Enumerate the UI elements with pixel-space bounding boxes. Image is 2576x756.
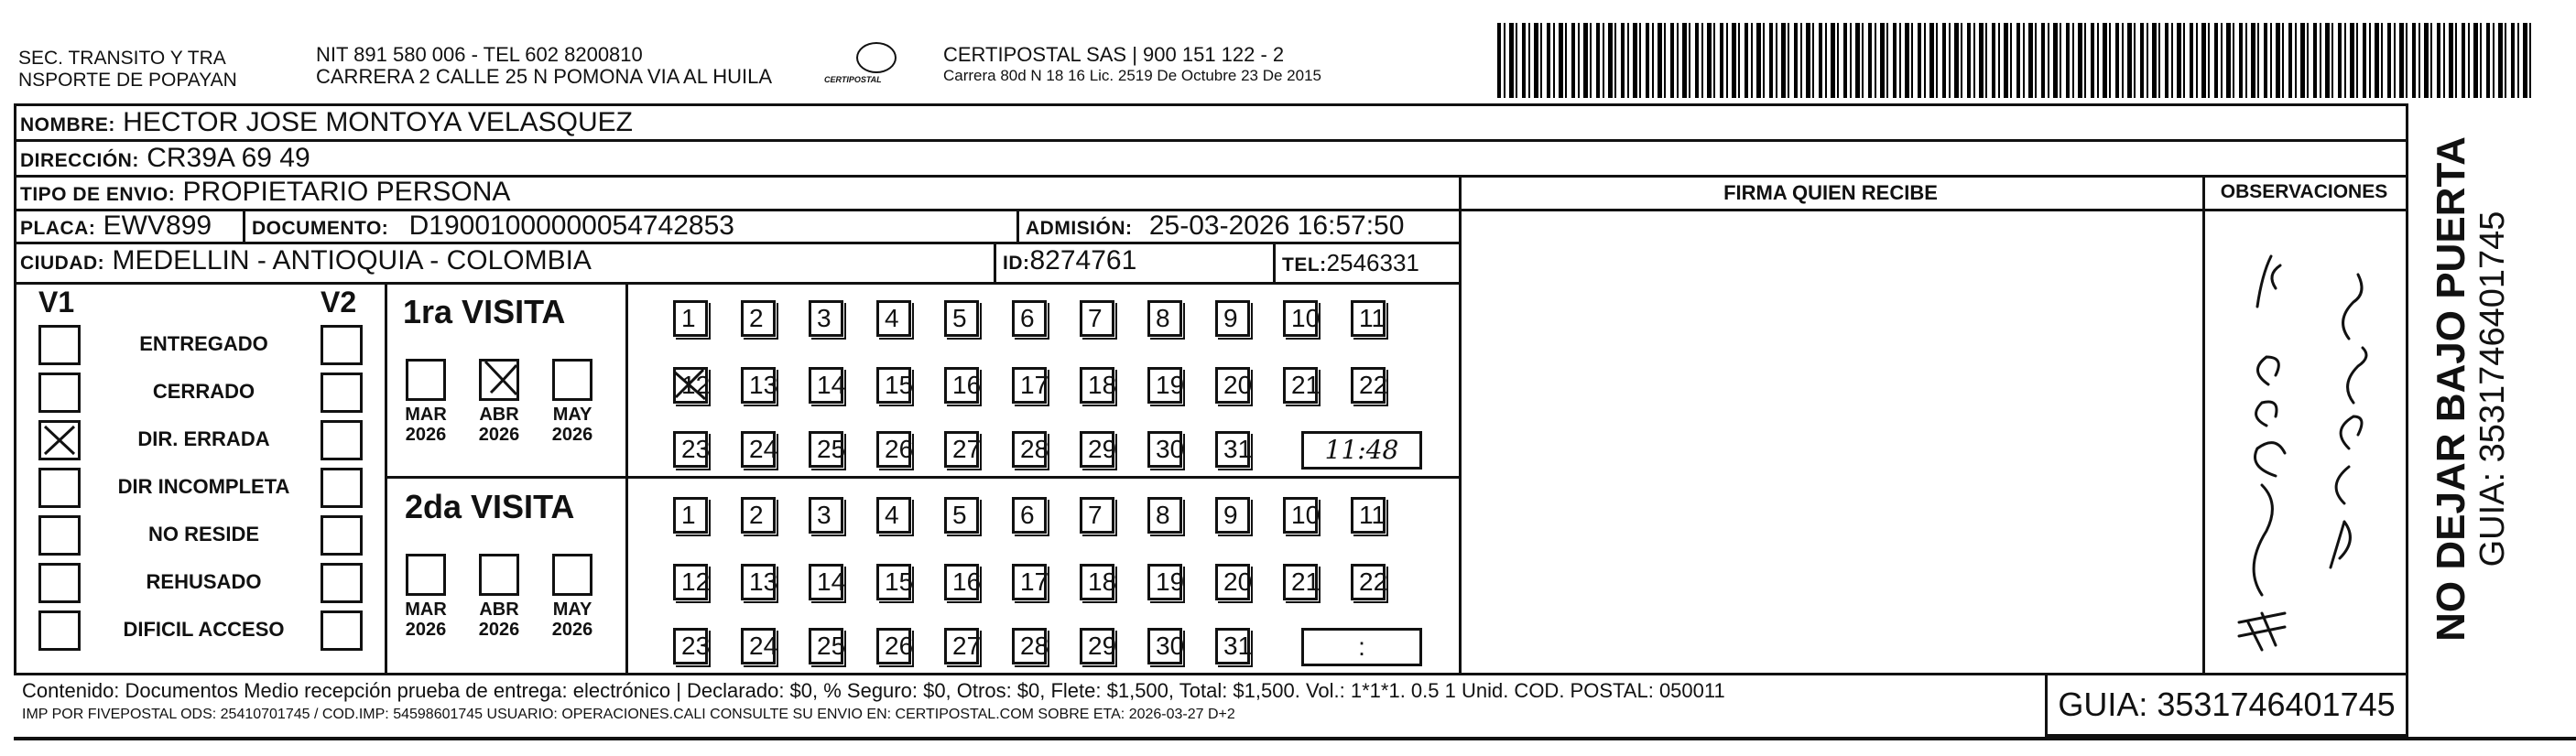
first-visit-month-label: [398, 405, 453, 445]
firma-signature-area[interactable]: [1459, 211, 2202, 673]
status-label: NO RESIDE: [147, 523, 260, 545]
direccion-row: [20, 143, 310, 177]
id-value: 8274761: [1029, 245, 1137, 275]
first-visit-day-box[interactable]: [1012, 431, 1047, 468]
side-panel: [2407, 103, 2535, 675]
day-number: 6: [1020, 304, 1035, 332]
day-number: 17: [1020, 567, 1049, 596]
day-number: 7: [1088, 304, 1103, 332]
v1-checkbox[interactable]: [38, 468, 81, 508]
day-number: 16: [952, 371, 982, 399]
month-name: ABR: [479, 599, 519, 620]
day-number: 17: [1020, 371, 1049, 399]
first-visit-day-box[interactable]: [1215, 300, 1250, 337]
observaciones-area[interactable]: [2212, 220, 2395, 668]
second-visit-day-box[interactable]: [1283, 564, 1321, 600]
divider: [2202, 209, 2406, 211]
tipo-value: PROPIETARIO PERSONA: [182, 177, 511, 207]
v1-checkbox[interactable]: [38, 610, 81, 651]
second-visit-day-box[interactable]: [876, 628, 914, 664]
first-visit-month-box[interactable]: [406, 359, 446, 401]
day-number: 15: [885, 567, 914, 596]
day-number: 29: [1088, 435, 1117, 463]
observaciones-handwriting: [2212, 220, 2395, 668]
second-visit-month-box[interactable]: [552, 554, 592, 596]
month-name: ABR: [479, 405, 519, 425]
x-mark-icon: [41, 423, 78, 458]
day-number: 8: [1156, 501, 1170, 529]
first-visit-month-box[interactable]: [552, 359, 592, 401]
ciudad-cell: [20, 245, 592, 279]
day-number: 27: [952, 632, 982, 660]
second-visit-day-box[interactable]: [1080, 564, 1117, 600]
tel-label: TEL:: [1282, 254, 1327, 275]
barcode: [1497, 23, 2535, 98]
month-name: MAY: [552, 405, 592, 425]
sender-block: [18, 48, 237, 92]
status-label: DIR INCOMPLETA: [117, 475, 290, 498]
day-number: 30: [1156, 435, 1185, 463]
company-line-1: CERTIPOSTAL SAS | 900 151 122 - 2: [943, 43, 1285, 66]
nombre-row: [20, 107, 633, 141]
day-number: 27: [952, 435, 982, 463]
day-number: 31: [1223, 632, 1253, 660]
first-visit-day-box[interactable]: [809, 367, 846, 404]
day-number: 8: [1156, 304, 1170, 332]
month-year: 2026: [478, 425, 520, 445]
second-visit-month-label: [472, 599, 527, 640]
guia-footer: GUIA: 3531746401745: [2058, 686, 2396, 723]
second-visit-time-box[interactable]: [1301, 628, 1422, 666]
tel-value: 2546331: [1326, 249, 1419, 276]
second-visit-day-box[interactable]: [876, 497, 911, 534]
second-visit-month-label: [398, 599, 453, 640]
first-visit-day-box[interactable]: [1080, 367, 1117, 404]
divider: [385, 476, 1461, 479]
day-number: 13: [749, 567, 778, 596]
second-visit-day-box[interactable]: [1080, 628, 1117, 664]
visit-time: 11:48: [1324, 435, 1399, 465]
day-number: 1: [681, 501, 696, 529]
v1-checkbox[interactable]: [38, 325, 81, 365]
first-visit-day-box[interactable]: [1351, 300, 1386, 337]
day-number: 4: [885, 304, 899, 332]
second-visit-day-box[interactable]: [1012, 564, 1047, 600]
guia-vertical: GUIA: 3531746401745: [2473, 211, 2512, 567]
status-label: DIFICIL ACCESO: [123, 618, 285, 641]
first-visit-day-box[interactable]: [1147, 367, 1185, 404]
first-visit-day-box[interactable]: [673, 300, 708, 337]
first-visit-day-box[interactable]: [673, 367, 711, 404]
day-number: 3: [817, 501, 831, 529]
day-number: 25: [817, 435, 846, 463]
direccion-label: DIRECCIÓN:: [20, 150, 139, 171]
certipostal-logo-icon: [856, 42, 897, 73]
day-number: 28: [1020, 632, 1049, 660]
day-number: 23: [681, 435, 711, 463]
first-visit-day-box[interactable]: [741, 300, 776, 337]
visit-time: :: [1358, 632, 1365, 661]
divider: [243, 209, 245, 242]
first-visit-day-box[interactable]: [876, 431, 914, 468]
day-number: 6: [1020, 501, 1035, 529]
second-visit-day-box[interactable]: [1351, 497, 1386, 534]
second-visit-day-box[interactable]: [1215, 564, 1253, 600]
x-mark-icon: [670, 366, 711, 403]
day-number: 29: [1088, 632, 1117, 660]
company-line-2: Carrera 80d N 18 16 Lic. 2519 De Octubre 23 De 2015: [943, 67, 1321, 84]
ciudad-value: MEDELLIN - ANTIOQUIA - COLOMBIA: [112, 245, 592, 275]
v1-checkbox[interactable]: [38, 373, 81, 413]
v2-checkbox[interactable]: [321, 420, 363, 460]
second-visit-day-box[interactable]: [1147, 497, 1182, 534]
first-visit-month-box[interactable]: [479, 359, 519, 401]
second-visit-day-box[interactable]: [673, 564, 711, 600]
first-visit-month-label: [472, 405, 527, 445]
day-number: 5: [952, 304, 967, 332]
v2-checkbox[interactable]: [321, 515, 363, 556]
first-visit-day-box[interactable]: [944, 300, 979, 337]
day-number: 20: [1223, 567, 1253, 596]
second-visit-day-box[interactable]: [1215, 628, 1253, 664]
divider: [14, 282, 1461, 285]
first-visit-day-box[interactable]: [1147, 300, 1182, 337]
first-visit-day-box[interactable]: [944, 431, 982, 468]
day-number: 1: [681, 304, 696, 332]
nombre-value: HECTOR JOSE MONTOYA VELASQUEZ: [123, 107, 633, 137]
id-label: ID:: [1003, 253, 1030, 274]
x-mark-icon: [480, 358, 524, 400]
day-number: 23: [681, 632, 711, 660]
first-visit-day-box[interactable]: [876, 367, 914, 404]
first-visit-day-box[interactable]: [1147, 431, 1185, 468]
first-visit-time-box[interactable]: [1301, 431, 1422, 470]
first-visit-day-box[interactable]: [741, 431, 776, 468]
placa-cell: [20, 211, 212, 244]
day-number: 11: [1359, 501, 1386, 529]
first-visit-day-box[interactable]: [1351, 367, 1386, 404]
divider: [1273, 242, 1276, 282]
month-year: 2026: [551, 620, 593, 640]
status-label: CERRADO: [152, 380, 255, 403]
status-label: DIR. ERRADA: [137, 427, 270, 450]
guia-box: [2045, 673, 2408, 737]
month-name: MAR: [405, 405, 447, 425]
tipo-row: [20, 177, 510, 211]
v2-checkbox[interactable]: [321, 563, 363, 603]
day-number: 24: [749, 632, 778, 660]
v1-checkbox[interactable]: [38, 563, 81, 603]
v2-checkbox[interactable]: [321, 610, 363, 651]
second-visit-day-box[interactable]: [741, 497, 776, 534]
company-block: [943, 44, 1321, 85]
tel-cell: [1282, 249, 1419, 277]
second-visit-month-box[interactable]: [479, 554, 519, 596]
first-visit-day-box[interactable]: [1215, 367, 1253, 404]
second-visit-month-box[interactable]: [406, 554, 446, 596]
day-number: 3: [817, 304, 831, 332]
first-visit-day-box[interactable]: [1080, 431, 1117, 468]
day-number: 16: [952, 567, 982, 596]
day-number: 11: [1359, 304, 1386, 332]
second-visit-day-box[interactable]: [1215, 497, 1250, 534]
day-number: 22: [1359, 371, 1388, 399]
first-visit-day-box[interactable]: [1012, 367, 1047, 404]
placa-value: EWV899: [103, 211, 212, 241]
nit-line-2: CARRERA 2 CALLE 25 N POMONA VIA AL HUILA: [316, 65, 773, 88]
sender-line-2: NSPORTE DE POPAYAN: [18, 70, 237, 91]
first-visit-day-box[interactable]: [1283, 300, 1321, 337]
second-visit-day-box[interactable]: [1012, 497, 1047, 534]
day-number: 21: [1291, 371, 1321, 399]
month-year: 2026: [551, 425, 593, 445]
bottom-edge: [14, 737, 2576, 740]
day-number: 26: [885, 632, 914, 660]
day-number: 10: [1291, 501, 1321, 529]
second-visit-day-box[interactable]: [944, 497, 979, 534]
second-visit-day-box[interactable]: [673, 628, 711, 664]
day-number: 26: [885, 435, 914, 463]
second-visit-day-box[interactable]: [1012, 628, 1047, 664]
day-number: 15: [885, 371, 914, 399]
placa-label: PLACA:: [20, 218, 96, 239]
first-visit-day-box[interactable]: [809, 300, 843, 337]
nombre-label: NOMBRE:: [20, 114, 115, 135]
day-number: 12: [681, 567, 711, 596]
documento-label: DOCUMENTO:: [252, 218, 389, 239]
second-visit-day-box[interactable]: [809, 564, 846, 600]
second-visit-day-box[interactable]: [1351, 564, 1386, 600]
day-number: 10: [1291, 304, 1321, 332]
divider: [2202, 175, 2205, 675]
day-number: 9: [1223, 304, 1238, 332]
footer-line-1: Contenido: Documentos Medio recepción prueba de entrega: electrónico | Declarado: $0, % Seguro: $0, Otros: $0, Flete: $1,500, Total: $1,500. Vol.: 1*1*1. 0.5 1 Unid. COD. POSTAL: 050011: [22, 679, 1725, 702]
ciudad-label: CIUDAD:: [20, 253, 105, 274]
second-visit-day-box[interactable]: [944, 628, 982, 664]
second-visit-day-box[interactable]: [809, 497, 843, 534]
nit-line-1: NIT 891 580 006 - TEL 602 8200810: [316, 43, 643, 66]
day-number: 19: [1156, 371, 1185, 399]
firma-heading: FIRMA QUIEN RECIBE: [1723, 181, 1938, 204]
second-visit-day-box[interactable]: [944, 564, 982, 600]
v2-checkbox[interactable]: [321, 468, 363, 508]
first-visit-day-box[interactable]: [1012, 300, 1047, 337]
day-number: 18: [1088, 371, 1117, 399]
second-visit-title: 2da VISITA: [405, 488, 575, 525]
divider: [385, 282, 387, 673]
day-number: 28: [1020, 435, 1049, 463]
v1-checkbox[interactable]: [38, 420, 81, 460]
day-number: 22: [1359, 567, 1388, 596]
first-visit-month-label: [545, 405, 600, 445]
v2-heading: V2: [321, 286, 357, 319]
day-number: 24: [749, 435, 778, 463]
logo-text: CERTIPOSTAL: [824, 75, 882, 84]
first-visit-day-box[interactable]: [944, 367, 982, 404]
sender-line-1: SEC. TRANSITO Y TRA: [18, 48, 226, 69]
status-label: ENTREGADO: [139, 332, 268, 355]
first-visit-day-box[interactable]: [809, 431, 846, 468]
month-name: MAY: [552, 599, 592, 620]
second-visit-day-box[interactable]: [1080, 497, 1114, 534]
day-number: 2: [749, 501, 764, 529]
v2-checkbox[interactable]: [321, 325, 363, 365]
second-visit-day-box[interactable]: [876, 564, 914, 600]
admision-cell: [1026, 211, 1404, 244]
v1-checkbox[interactable]: [38, 515, 81, 556]
v2-checkbox[interactable]: [321, 373, 363, 413]
day-number: 4: [885, 501, 899, 529]
day-number: 25: [817, 632, 846, 660]
month-year: 2026: [405, 620, 447, 640]
nit-block: [316, 44, 772, 88]
divider: [994, 242, 996, 282]
day-number: 2: [749, 304, 764, 332]
tipo-label: TIPO DE ENVIO:: [20, 184, 176, 205]
month-name: MAR: [405, 599, 447, 620]
divider: [625, 282, 628, 673]
second-visit-day-box[interactable]: [809, 628, 846, 664]
day-number: 18: [1088, 567, 1117, 596]
day-number: 5: [952, 501, 967, 529]
second-visit-day-box[interactable]: [673, 497, 708, 534]
day-number: 20: [1223, 371, 1253, 399]
first-visit-day-box[interactable]: [1283, 367, 1321, 404]
month-year: 2026: [405, 425, 447, 445]
day-number: 19: [1156, 567, 1185, 596]
day-number: 14: [817, 567, 846, 596]
second-visit-day-box[interactable]: [1147, 564, 1185, 600]
divider: [1016, 209, 1019, 242]
second-visit-month-label: [545, 599, 600, 640]
second-visit-day-box[interactable]: [1147, 628, 1185, 664]
month-year: 2026: [478, 620, 520, 640]
first-visit-day-box[interactable]: [673, 431, 711, 468]
no-dejar-warning: NO DEJAR BAJO PUERTA: [2429, 136, 2473, 642]
documento-value: D19001000000054742853: [408, 211, 734, 241]
day-number: 14: [817, 371, 846, 399]
day-number: 30: [1156, 632, 1185, 660]
documento-cell: [252, 211, 734, 244]
v1-heading: V1: [38, 286, 75, 319]
first-visit-day-box[interactable]: [1215, 431, 1253, 468]
first-visit-day-box[interactable]: [876, 300, 911, 337]
first-visit-day-box[interactable]: [741, 367, 776, 404]
day-number: 9: [1223, 501, 1238, 529]
second-visit-day-box[interactable]: [741, 628, 776, 664]
admision-value: 25-03-2026 16:57:50: [1148, 211, 1405, 241]
day-number: 12: [681, 371, 711, 399]
direccion-value: CR39A 69 49: [147, 143, 310, 173]
observaciones-heading: OBSERVACIONES: [2220, 181, 2388, 202]
day-number: 31: [1223, 435, 1253, 463]
day-number: 7: [1088, 501, 1103, 529]
second-visit-day-box[interactable]: [1283, 497, 1321, 534]
day-number: 21: [1291, 567, 1321, 596]
second-visit-day-box[interactable]: [741, 564, 776, 600]
id-cell: [1003, 245, 1136, 279]
first-visit-title: 1ra VISITA: [403, 293, 566, 330]
admision-label: ADMISIÓN:: [1026, 218, 1133, 239]
status-label: REHUSADO: [146, 570, 262, 593]
day-number: 13: [749, 371, 778, 399]
first-visit-day-box[interactable]: [1080, 300, 1114, 337]
footer-line-2: IMP POR FIVEPOSTAL ODS: 25410701745 / COD.IMP: 54598601745 USUARIO: OPERACIONES.CALI CONSULTE SU ENVIO EN: CERTIPOSTAL.COM SOBRE ETA: 2026-03-27 D+2: [22, 707, 1235, 722]
